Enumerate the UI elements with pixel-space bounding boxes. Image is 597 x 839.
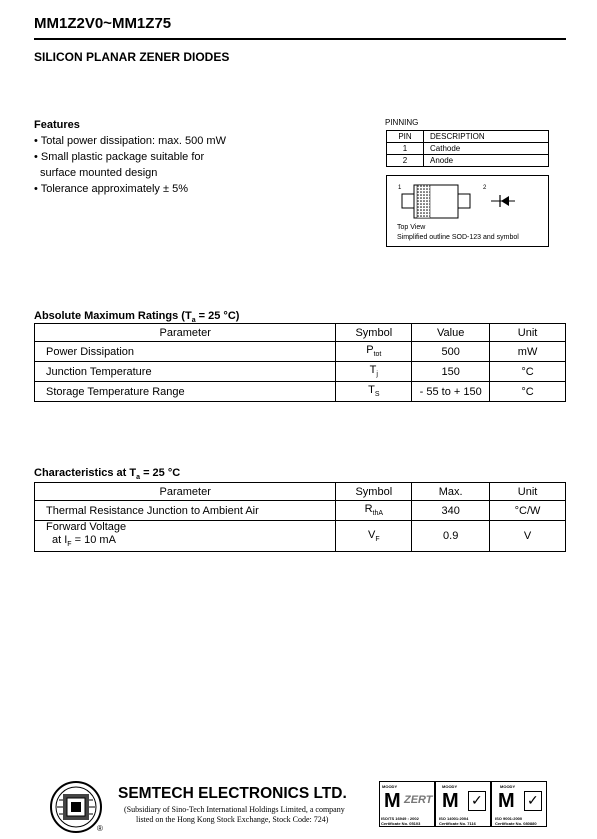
features-heading: Features bbox=[34, 119, 80, 131]
page-subtitle: SILICON PLANAR ZENER DIODES bbox=[34, 50, 230, 64]
moody-m-icon: M bbox=[498, 790, 515, 812]
param-cell: Thermal Resistance Junction to Ambient Air bbox=[35, 501, 336, 521]
pinning-table bbox=[386, 130, 549, 167]
param-cell: Forward Voltage at $I_F = 10$ mA bbox=[35, 521, 336, 552]
symbol-cell: $V_F$ bbox=[336, 521, 412, 552]
pinning-heading: PINNING bbox=[385, 118, 419, 127]
table-row bbox=[35, 342, 566, 362]
param-cell: Junction Temperature bbox=[35, 362, 336, 382]
feature-item: • Tolerance approximately ± 5% bbox=[34, 183, 188, 195]
characteristics-heading: Characteristics at $T_a = 25$ °C bbox=[34, 467, 181, 482]
checkmark-icon: ✓ bbox=[468, 791, 486, 811]
value-cell: 340 bbox=[412, 501, 490, 521]
moody-m-icon: M bbox=[384, 790, 401, 812]
unit-cell: V bbox=[490, 521, 566, 552]
package-diagram bbox=[386, 175, 549, 247]
pin2-label: 2 bbox=[483, 185, 487, 191]
company-name: SEMTECH ELECTRONICS LTD. bbox=[118, 785, 347, 802]
desc-col-header: DESCRIPTION bbox=[424, 131, 549, 143]
moody-m-icon: M bbox=[442, 790, 459, 812]
diode-symbol-icon bbox=[491, 195, 515, 207]
col-header-symbol: Symbol bbox=[336, 483, 412, 501]
company-subsidiary-line1: (Subsidiary of Sino-Tech International Holdings Limited, a company bbox=[124, 805, 345, 814]
characteristics-table bbox=[34, 482, 566, 552]
checkmark-icon: ✓ bbox=[524, 791, 542, 811]
symbol-cell: $T_j$ bbox=[336, 362, 412, 382]
symbol-cell: $P_{tot}$ bbox=[336, 342, 412, 362]
table-row bbox=[35, 382, 566, 402]
semtech-logo bbox=[50, 781, 102, 833]
value-cell: 500 bbox=[412, 342, 490, 362]
chip-globe-icon bbox=[52, 783, 100, 831]
unit-cell: °C bbox=[490, 382, 566, 402]
company-subsidiary-line2: listed on the Hong Kong Stock Exchange, Stock Code: 724) bbox=[136, 815, 329, 824]
col-header-unit: Unit bbox=[490, 483, 566, 501]
unit-cell: °C bbox=[490, 362, 566, 382]
abs-max-heading: Absolute Maximum Ratings ($T_a = 25$ °C) bbox=[34, 310, 240, 325]
col-header-parameter: Parameter bbox=[35, 324, 336, 342]
registered-mark: ® bbox=[97, 824, 103, 833]
diagram-caption-view: Top View bbox=[397, 224, 426, 231]
table-row bbox=[387, 155, 549, 167]
symbol-cell: $R_{thA}$ bbox=[336, 501, 412, 521]
table-row bbox=[35, 362, 566, 382]
symbol-cell: $T_S$ bbox=[336, 382, 412, 402]
iso-14001-certificate-badge: MOODY M ✓ ISO 14001:2004 Certificate No. 7116 bbox=[435, 781, 491, 827]
pin-col-header: PIN bbox=[387, 131, 424, 143]
param-cell: Power Dissipation bbox=[35, 342, 336, 362]
abs-max-table bbox=[34, 323, 566, 402]
pin1-label: 1 bbox=[398, 185, 402, 191]
col-header-unit: Unit bbox=[490, 324, 566, 342]
feature-item: surface mounted design bbox=[40, 167, 158, 179]
table-row bbox=[35, 521, 566, 552]
unit-cell: °C/W bbox=[490, 501, 566, 521]
unit-cell: mW bbox=[490, 342, 566, 362]
iso-9001-certificate-badge: MOODY M ✓ ISO 9001:2000 Certificate No. 080880 bbox=[491, 781, 547, 827]
iso-ts16949-certificate-badge: MOODY M ZERT ISO/TS 16949 : 2002 Certificate No. 05103 bbox=[379, 781, 435, 827]
feature-item: • Total power dissipation: max. 500 mW bbox=[34, 135, 226, 147]
col-header-symbol: Symbol bbox=[336, 324, 412, 342]
col-header-parameter: Parameter bbox=[35, 483, 336, 501]
table-row bbox=[35, 501, 566, 521]
value-cell: 0.9 bbox=[412, 521, 490, 552]
page-title: MM1Z2V0~MM1Z75 bbox=[34, 15, 172, 32]
value-cell: 150 bbox=[412, 362, 490, 382]
value-cell: - 55 to + 150 bbox=[412, 382, 490, 402]
feature-item: • Small plastic package suitable for bbox=[34, 151, 205, 163]
col-header-value: Value bbox=[412, 324, 490, 342]
pin-description: Cathode bbox=[424, 143, 549, 155]
pin-description: Anode bbox=[424, 155, 549, 167]
param-cell: Storage Temperature Range bbox=[35, 382, 336, 402]
pin-number: 1 bbox=[387, 143, 424, 155]
diagram-caption-outline: Simplified outline SOD-123 and symbol bbox=[397, 234, 519, 241]
zert-icon: ZERT bbox=[404, 794, 433, 806]
table-row bbox=[387, 143, 549, 155]
pin-number: 2 bbox=[387, 155, 424, 167]
col-header-max: Max. bbox=[412, 483, 490, 501]
title-rule bbox=[34, 38, 566, 40]
